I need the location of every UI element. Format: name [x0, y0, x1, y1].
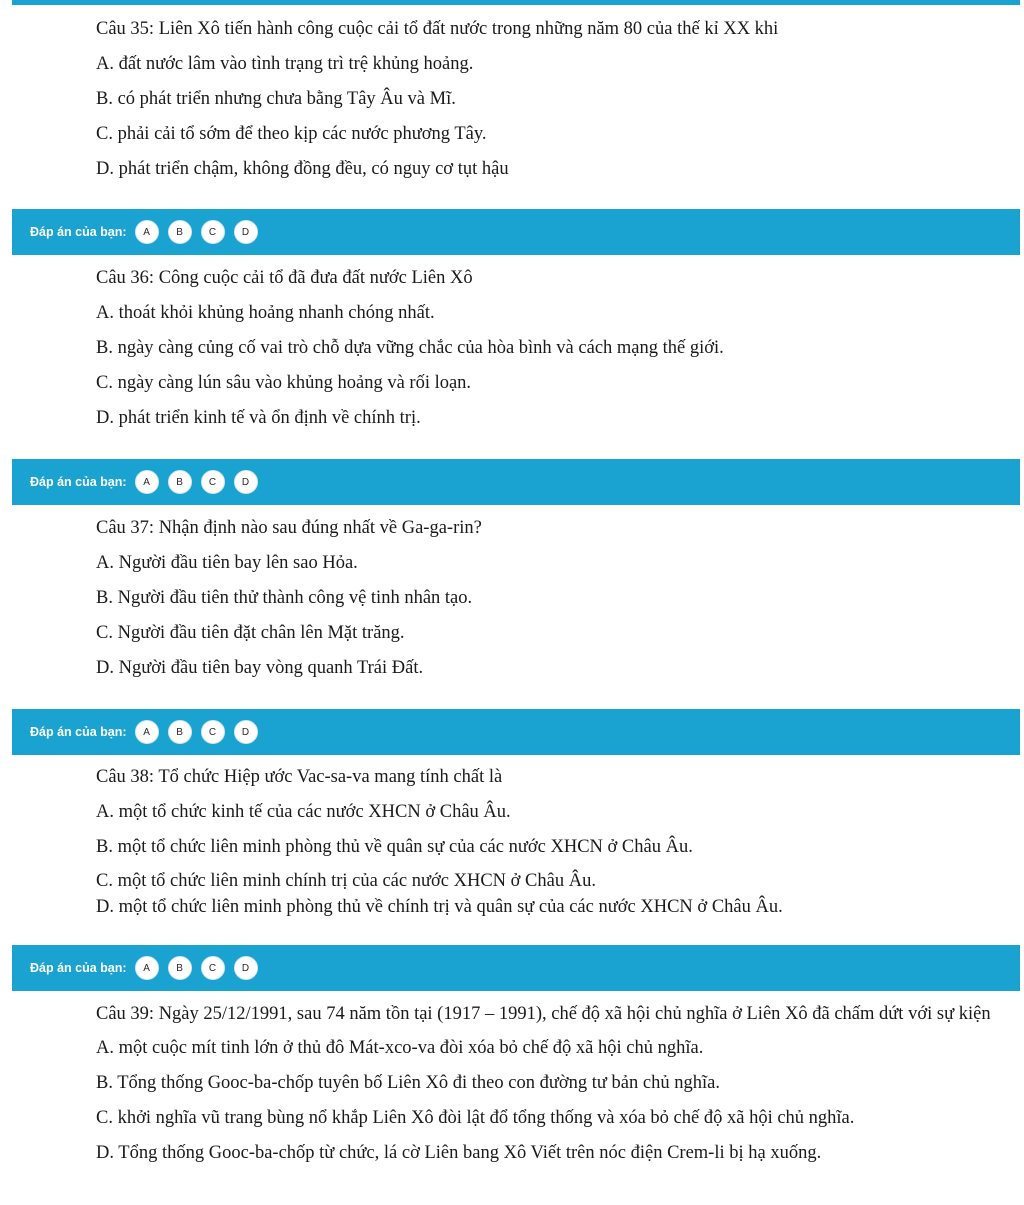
choice-a-button[interactable]: A	[135, 720, 159, 744]
choice-b-button[interactable]: B	[168, 956, 192, 980]
option-a: A. thoát khỏi khủng hoảng nhanh chóng nhất.	[96, 303, 435, 323]
choice-b-button[interactable]: B	[168, 220, 192, 244]
question-36	[96, 261, 1004, 436]
choice-d-button[interactable]: D	[234, 956, 258, 980]
option-c: C. một tổ chức liên minh chính trị của các nước XHCN ở Châu Âu.	[96, 871, 596, 891]
option-b: B. một tổ chức liên minh phòng thủ về quân sự của các nước XHCN ở Châu Âu.	[96, 837, 693, 857]
option-c: C. khởi nghĩa vũ trang bùng nổ khắp Liên Xô đòi lật đổ tổng thống và xóa bỏ chế độ xã hội chủ nghĩa.	[96, 1108, 855, 1128]
option-d: D. một tổ chức liên minh phòng thủ về chính trị và quân sự của các nước XHCN ở Châu Âu.	[96, 897, 783, 917]
option-d: D. Tổng thống Gooc-ba-chốp từ chức, lá cờ Liên bang Xô Viết trên nóc điện Crem-li bị hạ xuống.	[96, 1143, 822, 1163]
choice-a-button[interactable]: A	[135, 956, 159, 980]
option-c: C. Người đầu tiên đặt chân lên Mặt trăng.	[96, 623, 405, 643]
option-a: A. đất nước lâm vào tình trạng trì trệ khủng hoảng.	[96, 54, 474, 74]
answer-bar-38	[12, 945, 1020, 991]
choice-c-button[interactable]: C	[201, 470, 225, 494]
option-a: A. một tổ chức kinh tế của các nước XHCN ở Châu Âu.	[96, 802, 511, 822]
answer-bar-35	[12, 209, 1020, 255]
question-37	[96, 511, 1004, 686]
question-title: Câu 38: Tổ chức Hiệp ước Vac-sa-va mang tính chất là	[96, 767, 503, 787]
question-39	[96, 997, 1004, 1171]
option-b: B. Tổng thống Gooc-ba-chốp tuyên bố Liên Xô đi theo con đường tư bản chủ nghĩa.	[96, 1073, 720, 1093]
choice-c-button[interactable]: C	[201, 956, 225, 980]
option-c: C. phải cải tổ sớm để theo kịp các nước phương Tây.	[96, 124, 487, 144]
choice-b-button[interactable]: B	[168, 470, 192, 494]
option-b: B. ngày càng củng cố vai trò chỗ dựa vững chắc của hòa bình và cách mạng thế giới.	[96, 338, 724, 358]
answer-label: Đáp án của bạn:	[30, 225, 127, 239]
option-a: A. một cuộc mít tinh lớn ở thủ đô Mát-xco-va đòi xóa bỏ chế độ xã hội chủ nghĩa.	[96, 1038, 704, 1058]
choice-d-button[interactable]: D	[234, 720, 258, 744]
option-b: B. có phát triển nhưng chưa bằng Tây Âu và Mĩ.	[96, 89, 456, 109]
question-title: Câu 37: Nhận định nào sau đúng nhất về Ga-ga-rin?	[96, 518, 482, 538]
question-35	[96, 12, 1004, 187]
option-c: C. ngày càng lún sâu vào khủng hoảng và rối loạn.	[96, 373, 472, 393]
choice-d-button[interactable]: D	[234, 220, 258, 244]
question-title: Câu 39: Ngày 25/12/1991, sau 74 năm tồn tại (1917 – 1991), chế độ xã hội chủ nghĩa ở Liên Xô đã chấm dứt với sự kiện	[96, 1004, 991, 1024]
option-b: B. Người đầu tiên thử thành công vệ tinh nhân tạo.	[96, 588, 473, 608]
choice-a-button[interactable]: A	[135, 220, 159, 244]
choice-b-button[interactable]: B	[168, 720, 192, 744]
top-accent-strip	[12, 0, 1020, 5]
answer-label: Đáp án của bạn:	[30, 725, 127, 739]
option-d: D. phát triển kinh tế và ổn định về chính trị.	[96, 408, 421, 428]
choice-d-button[interactable]: D	[234, 470, 258, 494]
option-a: A. Người đầu tiên bay lên sao Hỏa.	[96, 553, 358, 573]
answer-label: Đáp án của bạn:	[30, 475, 127, 489]
question-title: Câu 36: Công cuộc cải tổ đã đưa đất nước Liên Xô	[96, 268, 473, 288]
choice-c-button[interactable]: C	[201, 220, 225, 244]
choice-a-button[interactable]: A	[135, 470, 159, 494]
answer-bar-36	[12, 459, 1020, 505]
answer-label: Đáp án của bạn:	[30, 961, 127, 975]
question-38	[96, 760, 1004, 917]
option-d: D. Người đầu tiên bay vòng quanh Trái Đất.	[96, 658, 424, 678]
question-title: Câu 35: Liên Xô tiến hành công cuộc cải tổ đất nước trong những năm 80 của thế kỉ XX khi	[96, 19, 779, 39]
answer-bar-37	[12, 709, 1020, 755]
choice-c-button[interactable]: C	[201, 720, 225, 744]
option-d: D. phát triển chậm, không đồng đều, có nguy cơ tụt hậu	[96, 159, 509, 179]
